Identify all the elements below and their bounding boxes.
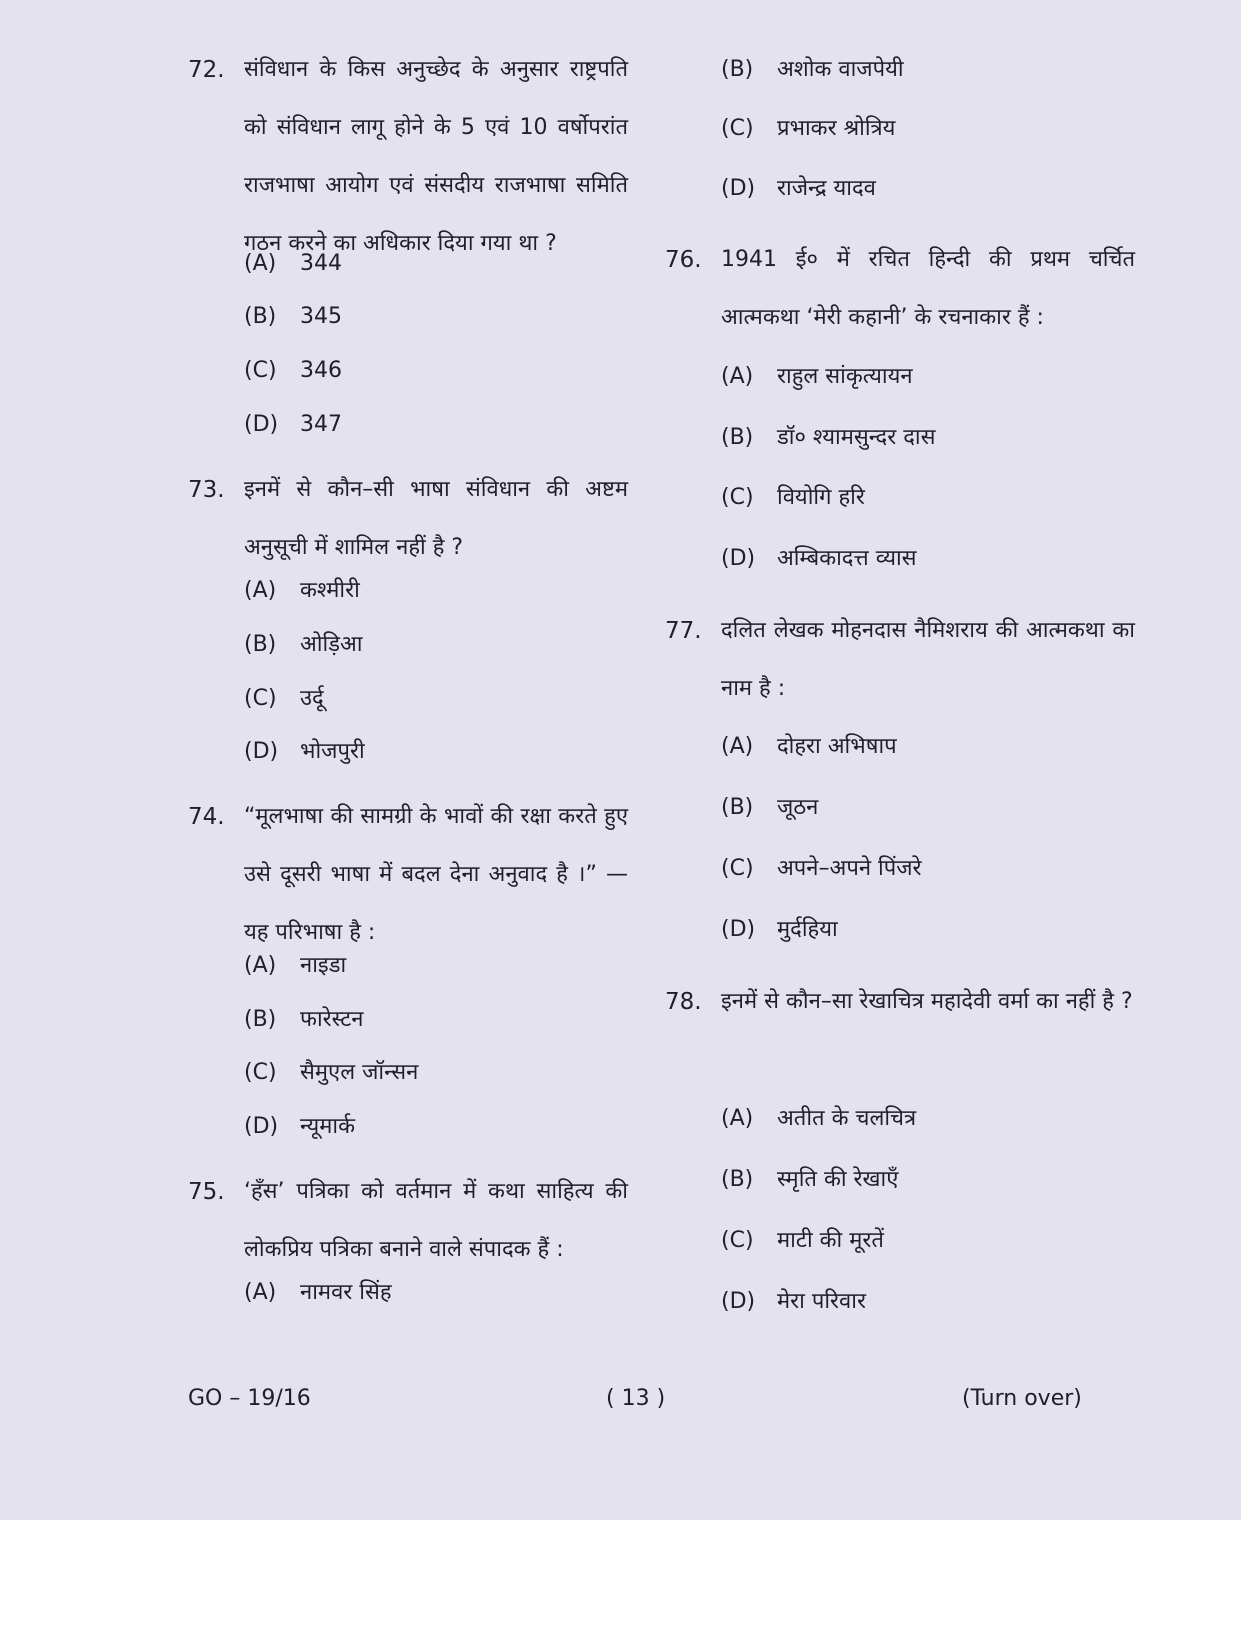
question-text: संविधान के किस अनुच्छेद के अनुसार राष्ट्रपति को संविधान लागू होने के 5 एवं 10 वर्षोपरांत राजभाषा आयोग एवं संसदीय राजभाषा समिति गठन करने का अधिकार दिया गया था ? bbox=[244, 57, 628, 256]
option-label: (B) bbox=[244, 304, 277, 329]
option-text: राजेन्द्र यादव bbox=[777, 176, 876, 201]
option-76-d bbox=[721, 530, 1135, 588]
option-label: (B) bbox=[721, 425, 754, 450]
option-text: अशोक वाजपेयी bbox=[777, 57, 904, 82]
option-label: (A) bbox=[721, 734, 754, 759]
option-label: (C) bbox=[244, 1060, 277, 1085]
question-number: 77. bbox=[665, 618, 702, 644]
question-number: 76. bbox=[665, 247, 702, 273]
option-text: वियोगि हरि bbox=[777, 485, 865, 510]
option-74-c bbox=[244, 1044, 628, 1102]
option-text: मेरा परिवार bbox=[777, 1289, 866, 1314]
option-text: उर्दू bbox=[300, 686, 324, 711]
option-label: (D) bbox=[721, 1289, 756, 1314]
option-text: 347 bbox=[300, 412, 342, 437]
option-74-a bbox=[244, 937, 628, 995]
option-label: (D) bbox=[721, 546, 756, 571]
option-78-a bbox=[721, 1090, 1135, 1148]
turn-over-note: (Turn over) bbox=[962, 1386, 1082, 1411]
option-label: (C) bbox=[721, 1228, 754, 1253]
question-text: ‘हँस’ पत्रिका को वर्तमान में कथा साहित्य की लोकप्रिय पत्रिका बनाने वाले संपादक हैं : bbox=[244, 1179, 628, 1262]
option-75-c bbox=[721, 100, 1135, 158]
option-75-b bbox=[721, 41, 1135, 99]
option-text: नाइडा bbox=[300, 953, 347, 978]
option-73-c bbox=[244, 670, 628, 728]
option-75-a bbox=[244, 1264, 628, 1322]
option-label: (A) bbox=[721, 1106, 754, 1131]
option-78-d bbox=[721, 1273, 1135, 1331]
option-label: (A) bbox=[244, 251, 277, 276]
question-text: दलित लेखक मोहनदास नैमिशराय की आत्मकथा का नाम है : bbox=[721, 618, 1135, 701]
option-label: (A) bbox=[244, 578, 277, 603]
option-label: (D) bbox=[244, 412, 279, 437]
option-text: भोजपुरी bbox=[300, 739, 365, 764]
option-72-c bbox=[244, 342, 628, 400]
question-number: 74. bbox=[188, 804, 225, 830]
option-label: (C) bbox=[721, 485, 754, 510]
option-label: (B) bbox=[721, 795, 754, 820]
question-text: इनमें से कौन–सा रेखाचित्र महादेवी वर्मा का नहीं है ? bbox=[721, 989, 1133, 1014]
option-label: (B) bbox=[721, 57, 754, 82]
option-text: डॉ० श्यामसुन्दर दास bbox=[777, 425, 936, 450]
option-text: न्यूमार्क bbox=[300, 1114, 356, 1139]
option-text: 344 bbox=[300, 251, 342, 276]
option-72-a bbox=[244, 235, 628, 293]
option-label: (A) bbox=[244, 953, 277, 978]
option-label: (D) bbox=[721, 917, 756, 942]
option-text: अपने–अपने पिंजरे bbox=[777, 856, 922, 881]
option-text: मुर्दहिया bbox=[777, 917, 838, 942]
question-number: 72. bbox=[188, 57, 225, 83]
question-text: “मूलभाषा की सामग्री के भावों की रक्षा करते हुए उसे दूसरी भाषा में बदल देना अनुवाद है ।” — यह परिभाषा है : bbox=[244, 804, 628, 945]
option-text: जूठन bbox=[777, 795, 819, 820]
option-text: 345 bbox=[300, 304, 342, 329]
option-73-a bbox=[244, 562, 628, 620]
option-72-b bbox=[244, 288, 628, 346]
option-label: (C) bbox=[721, 116, 754, 141]
option-74-d bbox=[244, 1098, 628, 1156]
option-text: प्रभाकर श्रोत्रिय bbox=[777, 116, 896, 141]
page-number: ( 13 ) bbox=[606, 1386, 666, 1411]
option-label: (C) bbox=[244, 686, 277, 711]
question-number: 73. bbox=[188, 477, 225, 503]
question-number: 75. bbox=[188, 1179, 225, 1205]
option-77-c bbox=[721, 840, 1135, 898]
option-text: अतीत के चलचित्र bbox=[777, 1106, 917, 1131]
option-text: दोहरा अभिषाप bbox=[777, 734, 897, 759]
option-73-b bbox=[244, 616, 628, 674]
option-76-a bbox=[721, 348, 1135, 406]
option-text: फारेस्टन bbox=[300, 1007, 364, 1032]
option-label: (D) bbox=[244, 1114, 279, 1139]
option-76-c bbox=[721, 469, 1135, 527]
option-text: स्मृति की रेखाएँ bbox=[777, 1167, 899, 1192]
option-73-d bbox=[244, 723, 628, 781]
option-74-b bbox=[244, 991, 628, 1049]
option-text: 346 bbox=[300, 358, 342, 383]
option-75-d bbox=[721, 160, 1135, 218]
option-label: (A) bbox=[721, 364, 754, 389]
option-label: (D) bbox=[244, 739, 279, 764]
option-78-c bbox=[721, 1212, 1135, 1270]
option-text: ओड़िआ bbox=[300, 632, 363, 657]
question-text: 1941 ई० में रचित हिन्दी की प्रथम चर्चित आत्मकथा ‘मेरी कहानी’ के रचनाकार हैं : bbox=[721, 247, 1135, 330]
paper-code: GO – 19/16 bbox=[188, 1386, 311, 1411]
option-text: कश्मीरी bbox=[300, 578, 360, 603]
option-label: (B) bbox=[244, 1007, 277, 1032]
option-label: (C) bbox=[244, 358, 277, 383]
option-text: अम्बिकादत्त व्यास bbox=[777, 546, 917, 571]
option-77-b bbox=[721, 779, 1135, 837]
option-label: (B) bbox=[244, 632, 277, 657]
question-number: 78. bbox=[665, 989, 702, 1015]
option-label: (A) bbox=[244, 1280, 277, 1305]
option-78-b bbox=[721, 1151, 1135, 1209]
option-77-d bbox=[721, 901, 1135, 959]
option-label: (C) bbox=[721, 856, 754, 881]
option-76-b bbox=[721, 409, 1135, 467]
option-text: माटी की मूरतें bbox=[777, 1228, 884, 1253]
option-text: नामवर सिंह bbox=[300, 1280, 392, 1305]
option-text: राहुल सांकृत्यायन bbox=[777, 364, 913, 389]
option-77-a bbox=[721, 718, 1135, 776]
option-72-d bbox=[244, 396, 628, 454]
option-label: (D) bbox=[721, 176, 756, 201]
option-label: (B) bbox=[721, 1167, 754, 1192]
question-text: इनमें से कौन–सी भाषा संविधान की अष्टम अनुसूची में शामिल नहीं है ? bbox=[244, 477, 628, 560]
option-text: सैमुएल जॉन्सन bbox=[300, 1060, 419, 1085]
